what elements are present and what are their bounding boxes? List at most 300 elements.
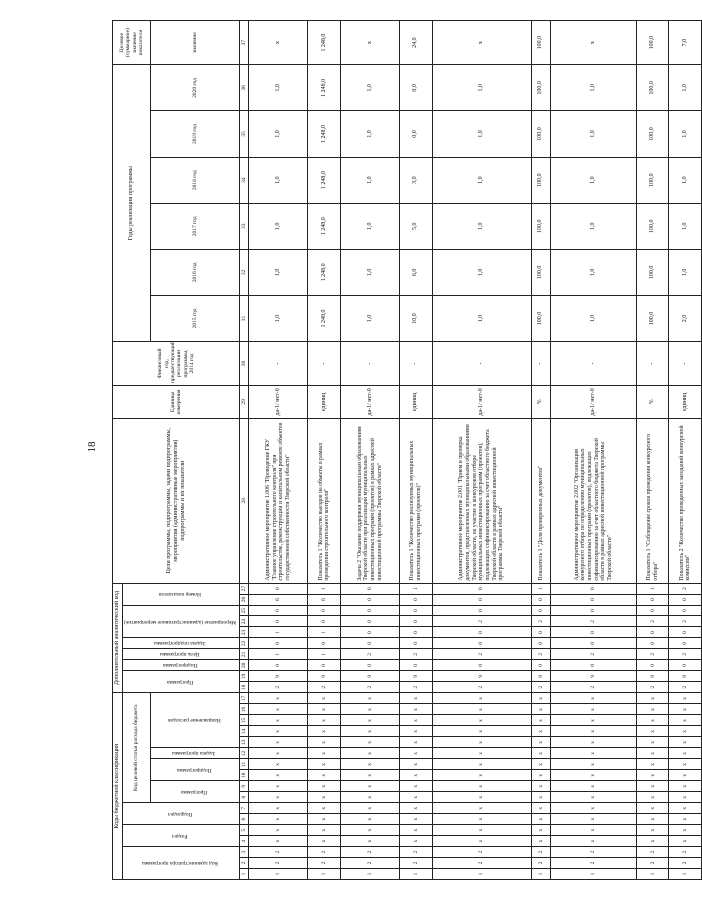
- code-cell: x: [400, 726, 433, 737]
- code-cell: 9: [531, 671, 551, 682]
- row-year-value: 1,0: [432, 157, 531, 203]
- row-target-value: 24,0: [400, 21, 433, 65]
- code-cell: x: [551, 737, 637, 748]
- code-cell: x: [551, 825, 637, 836]
- code-cell: 1: [636, 583, 669, 594]
- code-cell: 1: [249, 869, 308, 880]
- code-cell: x: [669, 792, 702, 803]
- header-extra-code: Дополнительный аналитический код: [113, 583, 123, 693]
- code-cell: x: [669, 748, 702, 759]
- header-value: значение: [151, 21, 240, 65]
- column-index-cell: 24: [240, 616, 249, 627]
- code-cell: 0: [341, 583, 400, 594]
- code-cell: x: [636, 715, 669, 726]
- row-target-value: 7,0: [669, 21, 702, 65]
- code-cell: x: [249, 748, 308, 759]
- code-cell: 0: [308, 616, 341, 627]
- header-year-2018: 2018 год: [151, 157, 240, 203]
- code-cell: 2: [669, 583, 702, 594]
- code-cell: x: [400, 770, 433, 781]
- code-cell: x: [308, 792, 341, 803]
- code-cell: 0: [432, 638, 531, 649]
- code-cell: 2: [432, 847, 531, 858]
- code-cell: x: [341, 770, 400, 781]
- code-cell: x: [551, 803, 637, 814]
- code-cell: 0: [400, 627, 433, 638]
- table-row: [249, 21, 308, 880]
- code-cell: x: [669, 781, 702, 792]
- code-cell: x: [249, 781, 308, 792]
- code-cell: 9: [636, 671, 669, 682]
- code-cell: 2: [341, 682, 400, 693]
- code-cell: x: [551, 792, 637, 803]
- code-cell: 0: [531, 627, 551, 638]
- row-year-value: 100,0: [531, 295, 551, 341]
- code-cell: x: [308, 803, 341, 814]
- column-index-cell: 6: [240, 814, 249, 825]
- code-cell: x: [531, 814, 551, 825]
- code-cell: x: [551, 759, 637, 770]
- header-base-year: Финансовый год, предшествующий реализации программы, 2014 год: [113, 342, 240, 386]
- code-cell: 2: [308, 682, 341, 693]
- code-cell: x: [308, 715, 341, 726]
- code-cell: 2: [669, 682, 702, 693]
- row-unit: %: [636, 385, 669, 418]
- code-cell: x: [400, 814, 433, 825]
- code-cell: 9: [400, 671, 433, 682]
- row-year-value: 1,0: [551, 157, 637, 203]
- column-index-cell: 34: [240, 157, 249, 203]
- code-cell: 2: [432, 858, 531, 869]
- header-extra-program: Программа: [122, 671, 239, 693]
- table-row: [400, 21, 433, 880]
- code-cell: x: [341, 693, 400, 704]
- code-cell: x: [551, 704, 637, 715]
- column-index-cell: 21: [240, 649, 249, 660]
- row-base-value: -: [341, 342, 400, 386]
- code-cell: 2: [551, 858, 637, 869]
- row-year-value: 10,0: [400, 295, 433, 341]
- code-cell: x: [669, 726, 702, 737]
- code-cell: x: [551, 836, 637, 847]
- table-row: [636, 21, 669, 880]
- code-cell: 2: [531, 682, 551, 693]
- row-year-value: 6,0: [400, 249, 433, 295]
- code-cell: x: [432, 781, 531, 792]
- code-cell: 0: [400, 605, 433, 616]
- header-activity-direction: Направление расходов: [151, 693, 240, 748]
- row-base-value: -: [551, 342, 637, 386]
- code-cell: x: [669, 814, 702, 825]
- code-cell: x: [669, 693, 702, 704]
- code-cell: x: [341, 715, 400, 726]
- code-cell: 0: [308, 660, 341, 671]
- code-cell: x: [531, 748, 551, 759]
- row-year-value: 1,0: [432, 249, 531, 295]
- code-cell: 2: [636, 682, 669, 693]
- row-year-value: 1,0: [341, 157, 400, 203]
- code-cell: x: [432, 803, 531, 814]
- row-target-value: x: [432, 21, 531, 65]
- row-year-value: 1 248,0: [308, 249, 341, 295]
- code-cell: 0: [432, 627, 531, 638]
- row-year-value: 100,0: [531, 249, 551, 295]
- code-cell: x: [249, 704, 308, 715]
- code-cell: x: [432, 726, 531, 737]
- code-cell: x: [669, 825, 702, 836]
- code-cell: x: [308, 737, 341, 748]
- row-name: Показатель 1 "Соблюдение сроков проведения конкурсного отбора": [636, 418, 669, 583]
- code-cell: x: [531, 704, 551, 715]
- row-year-value: 1,0: [432, 295, 531, 341]
- code-cell: x: [531, 737, 551, 748]
- code-cell: 0: [249, 616, 308, 627]
- code-cell: x: [551, 693, 637, 704]
- header-admin-code: Код администратора программы: [122, 847, 239, 880]
- code-cell: 0: [669, 660, 702, 671]
- column-index-cell: 29: [240, 385, 249, 418]
- header-year-2017: 2017 год: [151, 203, 240, 249]
- column-index-cell: 25: [240, 605, 249, 616]
- row-year-value: 1,0: [669, 111, 702, 157]
- code-cell: 9: [669, 671, 702, 682]
- code-cell: 2: [551, 682, 637, 693]
- code-cell: x: [531, 792, 551, 803]
- row-year-value: 1,0: [249, 65, 308, 111]
- code-cell: x: [400, 803, 433, 814]
- code-cell: 2: [341, 858, 400, 869]
- row-year-value: 0,0: [400, 111, 433, 157]
- column-index-cell: 8: [240, 792, 249, 803]
- header-row-1: [113, 21, 123, 880]
- code-cell: 2: [669, 858, 702, 869]
- code-cell: x: [400, 825, 433, 836]
- code-cell: 6: [249, 594, 308, 605]
- code-cell: 0: [341, 638, 400, 649]
- code-cell: 2: [551, 649, 637, 660]
- column-index-cell: 16: [240, 704, 249, 715]
- row-year-value: 1 248,0: [308, 157, 341, 203]
- row-name: Административное мероприятие 2.001 "Прием и проверка документов, представленных муниципальными образованиями Тверской области, на участие в конкурсном отборе муниципальных инвестиционных программ (проектов), подлежащих софинансированию за счет областного бюджета Тверской области в рамках адресной инвестиционной программы Тверской области": [432, 418, 531, 583]
- column-index-cell: 9: [240, 781, 249, 792]
- code-cell: x: [249, 825, 308, 836]
- row-year-value: 1,0: [551, 111, 637, 157]
- row-name: Показатель 1 "Доля проверенных документов": [531, 418, 551, 583]
- code-cell: x: [341, 792, 400, 803]
- code-cell: x: [341, 836, 400, 847]
- header-subprogram-task: Задача подпрограммы: [122, 638, 239, 649]
- header-target-value: Целевое (суммарное) значение показателя: [113, 21, 151, 65]
- code-cell: 2: [531, 847, 551, 858]
- header-indicator-number: Номер показателя: [122, 583, 239, 605]
- row-year-value: 1,0: [341, 65, 400, 111]
- row-year-value: 1,0: [341, 203, 400, 249]
- header-subprogram: Подпрограмма: [151, 759, 240, 781]
- code-cell: 0: [531, 605, 551, 616]
- code-cell: x: [432, 693, 531, 704]
- code-cell: 0: [669, 627, 702, 638]
- row-target-value: 100,0: [531, 21, 551, 65]
- row-name: Показатель 1 "Количество реализуемых муниципальных инвестиционных программ (проектов)": [400, 418, 433, 583]
- code-cell: 1: [400, 583, 433, 594]
- code-cell: x: [400, 748, 433, 759]
- code-cell: x: [551, 814, 637, 825]
- column-index-cell: 23: [240, 627, 249, 638]
- code-cell: x: [531, 759, 551, 770]
- code-cell: 2: [400, 682, 433, 693]
- header-subsection: Подраздел: [122, 803, 239, 825]
- row-year-value: 1,0: [432, 65, 531, 111]
- code-cell: x: [341, 825, 400, 836]
- code-cell: 2: [531, 858, 551, 869]
- row-year-value: 1,0: [669, 203, 702, 249]
- code-cell: x: [308, 814, 341, 825]
- code-cell: x: [400, 704, 433, 715]
- code-cell: x: [669, 737, 702, 748]
- row-year-value: 1,0: [249, 295, 308, 341]
- code-cell: 0: [551, 594, 637, 605]
- row-base-value: -: [636, 342, 669, 386]
- code-cell: x: [432, 748, 531, 759]
- code-cell: 0: [400, 660, 433, 671]
- row-year-value: 100,0: [531, 65, 551, 111]
- row-year-value: 1,0: [551, 65, 637, 111]
- column-index-cell: 1: [240, 869, 249, 880]
- code-cell: x: [432, 792, 531, 803]
- row-year-value: 1 248,0: [308, 111, 341, 157]
- column-index-cell: 4: [240, 836, 249, 847]
- row-unit: единиц: [400, 385, 433, 418]
- code-cell: 0: [636, 594, 669, 605]
- row-unit: единиц: [308, 385, 341, 418]
- row-year-value: 1,0: [551, 249, 637, 295]
- row-year-value: 1 248,0: [308, 203, 341, 249]
- code-cell: x: [636, 814, 669, 825]
- program-indicators-table: [112, 20, 702, 880]
- code-cell: x: [341, 781, 400, 792]
- row-unit: да-1/ нет-0: [551, 385, 637, 418]
- header-activity: Мероприятие (административное мероприятие): [122, 605, 239, 638]
- code-cell: 9: [432, 671, 531, 682]
- code-cell: 1: [249, 627, 308, 638]
- row-unit: единиц: [669, 385, 702, 418]
- row-year-value: 100,0: [636, 157, 669, 203]
- code-cell: x: [669, 770, 702, 781]
- code-cell: 0: [636, 605, 669, 616]
- row-year-value: 1,0: [551, 295, 637, 341]
- code-cell: x: [249, 803, 308, 814]
- code-cell: x: [531, 803, 551, 814]
- code-cell: 2: [341, 847, 400, 858]
- code-cell: 0: [249, 660, 308, 671]
- code-cell: 2: [669, 847, 702, 858]
- code-cell: 2: [432, 682, 531, 693]
- code-cell: 0: [531, 638, 551, 649]
- code-cell: 6: [308, 594, 341, 605]
- code-cell: x: [551, 715, 637, 726]
- code-cell: 0: [341, 627, 400, 638]
- row-year-value: 1,0: [432, 203, 531, 249]
- code-cell: x: [308, 748, 341, 759]
- code-cell: x: [531, 781, 551, 792]
- row-target-value: 100,0: [636, 21, 669, 65]
- row-year-value: 1,0: [249, 203, 308, 249]
- code-cell: x: [308, 836, 341, 847]
- code-cell: 0: [551, 660, 637, 671]
- row-target-value: 1 248,0: [308, 21, 341, 65]
- code-cell: x: [249, 836, 308, 847]
- code-cell: 0: [531, 660, 551, 671]
- code-cell: x: [551, 748, 637, 759]
- code-cell: x: [669, 759, 702, 770]
- code-cell: x: [531, 726, 551, 737]
- code-cell: 0: [249, 605, 308, 616]
- column-index-cell: 7: [240, 803, 249, 814]
- row-year-value: 5,0: [400, 203, 433, 249]
- row-name: Показатель 1 "Количество выездов на объекты в рамках проведения строительного контроля": [308, 418, 341, 583]
- code-cell: x: [432, 704, 531, 715]
- code-cell: 0: [551, 605, 637, 616]
- code-cell: 1: [432, 869, 531, 880]
- code-cell: x: [341, 814, 400, 825]
- header-program: Программа: [151, 781, 240, 803]
- code-cell: x: [551, 726, 637, 737]
- code-cell: 9: [249, 671, 308, 682]
- code-cell: x: [341, 737, 400, 748]
- code-cell: x: [400, 781, 433, 792]
- code-cell: x: [308, 693, 341, 704]
- code-cell: x: [531, 693, 551, 704]
- code-cell: x: [308, 759, 341, 770]
- code-cell: 0: [249, 583, 308, 594]
- code-cell: 0: [432, 594, 531, 605]
- code-cell: 0: [551, 583, 637, 594]
- header-year-2019: 2019 год: [151, 111, 240, 157]
- code-cell: 0: [308, 638, 341, 649]
- code-cell: x: [636, 825, 669, 836]
- code-cell: x: [669, 803, 702, 814]
- code-cell: x: [249, 792, 308, 803]
- code-cell: 1: [308, 649, 341, 660]
- code-cell: 0: [341, 616, 400, 627]
- code-cell: 2: [551, 847, 637, 858]
- header-budget-codes: Коды бюджетной классификации: [113, 693, 123, 880]
- code-cell: x: [531, 825, 551, 836]
- row-target-value: x: [249, 21, 308, 65]
- code-cell: x: [636, 704, 669, 715]
- code-cell: 0: [432, 660, 531, 671]
- row-year-value: 100,0: [531, 157, 551, 203]
- row-unit: %: [531, 385, 551, 418]
- code-cell: 0: [636, 660, 669, 671]
- row-unit: да-1/ нет-0: [249, 385, 308, 418]
- code-cell: x: [400, 693, 433, 704]
- code-cell: x: [341, 759, 400, 770]
- code-cell: 2: [341, 649, 400, 660]
- code-cell: x: [432, 737, 531, 748]
- code-cell: 1: [551, 869, 637, 880]
- code-cell: x: [400, 759, 433, 770]
- row-name: Задача 2 "Оказание поддержки муниципальным образованиям Тверской области при реализации муниципальных инвестиционных программ (проектов) в рамках адресной инвестиционной программы Тверской области": [341, 418, 400, 583]
- column-index-cell: 30: [240, 342, 249, 386]
- code-cell: x: [636, 781, 669, 792]
- code-cell: x: [249, 693, 308, 704]
- row-year-value: 3,0: [400, 157, 433, 203]
- code-cell: 2: [249, 847, 308, 858]
- code-cell: 2: [669, 649, 702, 660]
- code-cell: x: [432, 770, 531, 781]
- code-cell: 9: [551, 671, 637, 682]
- code-cell: x: [636, 737, 669, 748]
- code-cell: x: [341, 726, 400, 737]
- code-cell: 0: [400, 616, 433, 627]
- code-cell: 0: [669, 605, 702, 616]
- row-year-value: 1,0: [249, 157, 308, 203]
- code-cell: 1: [669, 869, 702, 880]
- column-index-cell: 37: [240, 21, 249, 65]
- header-year-2016: 2016 год: [151, 249, 240, 295]
- code-cell: x: [249, 715, 308, 726]
- row-base-value: -: [669, 342, 702, 386]
- code-cell: 2: [636, 616, 669, 627]
- code-cell: 0: [400, 594, 433, 605]
- code-cell: 0: [669, 594, 702, 605]
- code-cell: x: [636, 726, 669, 737]
- column-index-cell: 22: [240, 638, 249, 649]
- code-cell: x: [249, 770, 308, 781]
- code-cell: x: [400, 737, 433, 748]
- header-year-2015: 2015 год: [151, 295, 240, 341]
- row-year-value: 100,0: [636, 295, 669, 341]
- code-cell: x: [341, 803, 400, 814]
- code-cell: 2: [636, 858, 669, 869]
- table-row: [432, 21, 531, 880]
- code-cell: 1: [400, 869, 433, 880]
- column-index-cell: 17: [240, 693, 249, 704]
- code-cell: 0: [669, 638, 702, 649]
- column-index-cell: 27: [240, 583, 249, 594]
- row-base-value: -: [531, 342, 551, 386]
- code-cell: 2: [551, 616, 637, 627]
- row-year-value: 1,0: [341, 249, 400, 295]
- header-years-group: Годы реализации программы: [113, 65, 151, 342]
- code-cell: x: [669, 836, 702, 847]
- code-cell: x: [636, 748, 669, 759]
- table-row: [669, 21, 702, 880]
- row-year-value: 1,0: [669, 157, 702, 203]
- code-cell: 2: [531, 649, 551, 660]
- column-index-cell: 35: [240, 111, 249, 157]
- row-year-value: 100,0: [531, 111, 551, 157]
- code-cell: 0: [341, 594, 400, 605]
- row-year-value: 1 248,0: [308, 65, 341, 111]
- code-cell: 1: [531, 869, 551, 880]
- code-cell: 0: [531, 594, 551, 605]
- code-cell: x: [341, 704, 400, 715]
- code-cell: 2: [636, 649, 669, 660]
- column-index-cell: 32: [240, 249, 249, 295]
- code-cell: 1: [249, 649, 308, 660]
- header-extra-subprogram: Подпрограмма: [122, 660, 239, 671]
- column-index-cell: 15: [240, 715, 249, 726]
- row-year-value: 1,0: [341, 295, 400, 341]
- code-cell: x: [308, 704, 341, 715]
- column-index-cell: 36: [240, 65, 249, 111]
- table-row: [308, 21, 341, 880]
- column-index-cell: 3: [240, 847, 249, 858]
- column-index-cell: 10: [240, 770, 249, 781]
- row-unit: да-1/ нет-0: [432, 385, 531, 418]
